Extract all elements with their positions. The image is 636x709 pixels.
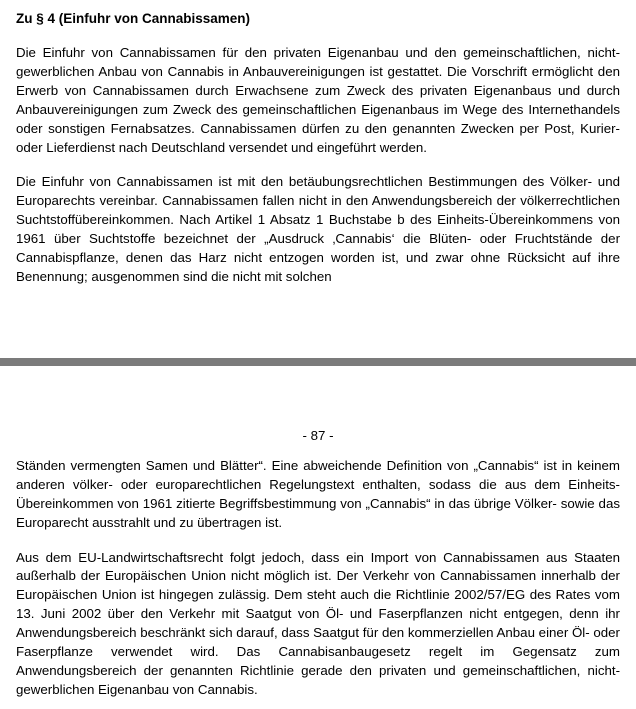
page-section-lower (0, 366, 636, 700)
page-section-upper (0, 0, 636, 287)
page-number: - 87 - (302, 428, 334, 443)
section-heading: Zu § 4 (Einfuhr von Cannabissamen) (16, 11, 251, 26)
paragraph: Aus dem EU-Landwirtschaftsrecht folgt jedoch, dass ein Import von Cannabissamen aus Staaten außerhalb der Europäischen Union nicht möglich ist. Der Verkehr von Cannabissamen innerhalb der Europäischen Union ist hingegen zulässig. Dem steht auch die Richtlinie 2002/57/EG des Rates vom 13. Juni 2002 über den Verkehr mit Saatgut von Öl- und Faserpflanzen nicht entgegen, denn ihr Anwendungsbereich beschränkt sich darauf, dass Saatgut für den kommerziellen Anbau einer Öl- oder Faserpflanze verwendet wird. Das Cannabisanbaugesetz regelt im Gegensatz zum Anwendungsbereich der genannten Richtlinie gerade den privaten und gemeinschaftlichen, nicht-gewerblichen Eigenanbau von Cannabis. (16, 549, 620, 697)
page-break-divider (0, 358, 636, 366)
paragraph: Ständen vermengten Samen und Blätter“. Eine abweichende Definition von „Cannabis“ ist in keinem anderen völker- oder europarechtlichen Regelungstext enthalten, sodass die aus dem Einheits-Übereinkommen von 1961 zitierte Begriffsbestimmung von „Cannabis“ in das übrige Völker- sowie das Europarecht ausstrahlt und zu übertragen ist. (16, 458, 620, 530)
paragraph: Die Einfuhr von Cannabissamen ist mit den betäubungsrechtlichen Bestimmungen des Völker- und Europarechts vereinbar. Cannabissamen fallen nicht in den Anwendungsbereich der völkerrechtlichen Suchtstoffübereinkommen. Nach Artikel 1 Absatz 1 Buchstabe b des Einheits-Übereinkommens von 1961 über Suchtstoffe bezeichnet der „Ausdruck ‚Cannabis‘ die Blüten- oder Fruchtstände der Cannabispflanze, denen das Harz nicht entzogen worden ist, und zwar ohne Rücksicht auf ihre Benennung; ausgenommen sind die nicht mit solchen (16, 174, 620, 284)
paragraph: Die Einfuhr von Cannabissamen für den privaten Eigenanbau und den gemeinschaftlichen, nicht-gewerblichen Anbau von Cannabis in Anbauvereinigungen ist gestattet. Die Vorschrift ermöglicht den Erwerb von Cannabissamen durch Erwachsene zum Zweck des privaten Eigenanbaus und durch Anbauvereinigungen zum Zweck des gemeinschaftlichen Eigenanbaus im Wege des Internethandels oder sonstigen Fernabsatzes. Cannabissamen dürfen zu den genannten Zwecken per Post, Kurier- oder Lieferdienst nach Deutschland versendet und eingeführt werden. (16, 45, 620, 155)
